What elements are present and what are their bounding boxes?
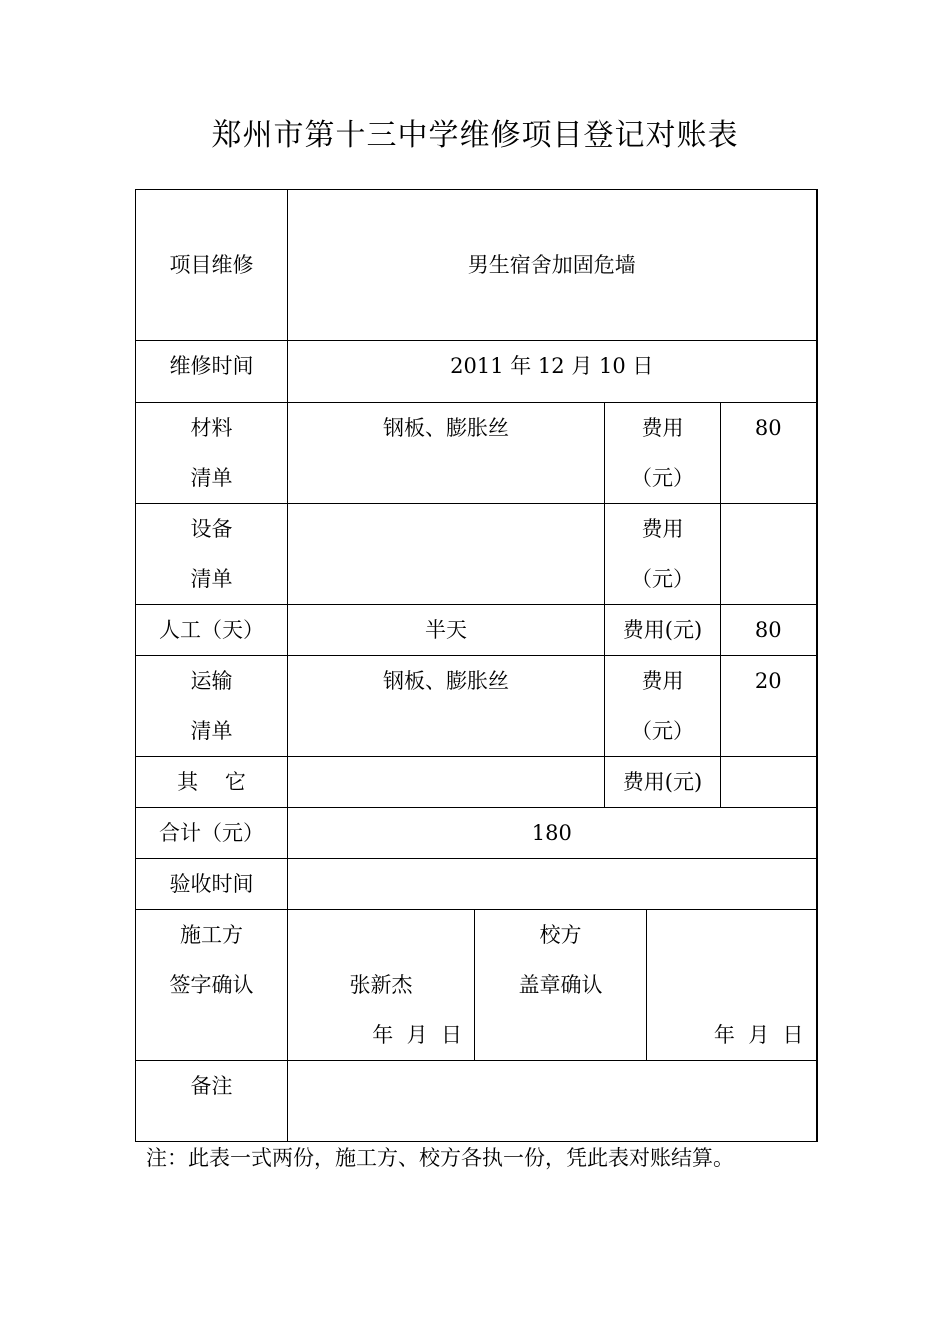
row-item	[136, 190, 817, 341]
transport-fee: 20	[721, 656, 817, 757]
contractor-signature	[288, 910, 475, 1061]
row-acceptance	[136, 859, 817, 910]
equipment-fee-label-1: 费用	[641, 517, 684, 541]
page-title: 郑州市第十三中学维修项目登记对账表	[211, 118, 739, 153]
contractor-label	[136, 910, 288, 1061]
row-other	[136, 757, 817, 808]
equipment-fee-label	[605, 504, 721, 605]
material-fee-label-2: （元）	[631, 466, 694, 490]
school-stamp	[647, 910, 817, 1061]
acceptance-value	[288, 859, 817, 910]
labor-fee: 80	[721, 605, 817, 656]
other-fee	[721, 757, 817, 808]
transport-fee-label	[605, 656, 721, 757]
labor-content: 半天	[288, 605, 605, 656]
transport-label	[136, 656, 288, 757]
row-time	[136, 341, 817, 403]
acceptance-label: 验收时间	[136, 859, 288, 910]
equipment-label-2: 清单	[190, 567, 233, 591]
contractor-date: 年 月 日	[372, 1023, 462, 1047]
total-label: 合计（元）	[136, 808, 288, 859]
item-label: 项目维修	[136, 190, 288, 341]
row-material	[136, 403, 817, 504]
material-fee-label-1: 费用	[641, 416, 684, 440]
row-labor	[136, 605, 817, 656]
transport-fee-label-1: 费用	[641, 669, 684, 693]
time-value: 2011 年 12 月 10 日	[288, 341, 817, 403]
row-total	[136, 808, 817, 859]
equipment-content	[288, 504, 605, 605]
row-signature	[136, 910, 817, 1061]
labor-fee-label: 费用(元)	[605, 605, 721, 656]
school-date: 年 月 日	[713, 1023, 804, 1047]
other-label: 其 它	[136, 757, 288, 808]
repair-form-table	[135, 189, 818, 1142]
item-value: 男生宿舍加固危墙	[288, 190, 817, 341]
material-label-1: 材料	[190, 416, 233, 440]
transport-fee-label-2: （元）	[631, 719, 694, 743]
footer-note: 注：此表一式两份，施工方、校方各执一份，凭此表对账结算。	[146, 1146, 734, 1170]
equipment-label	[136, 504, 288, 605]
material-content: 钢板、膨胀丝	[288, 403, 605, 504]
remark-label: 备注	[136, 1061, 288, 1142]
row-transport	[136, 656, 817, 757]
time-label: 维修时间	[136, 341, 288, 403]
material-fee: 80	[721, 403, 817, 504]
material-label	[136, 403, 288, 504]
transport-label-1: 运输	[190, 669, 233, 693]
school-label-1: 校方	[539, 923, 582, 947]
school-label	[475, 910, 647, 1061]
row-remark	[136, 1061, 817, 1142]
equipment-fee	[721, 504, 817, 605]
row-equipment	[136, 504, 817, 605]
equipment-fee-label-2: （元）	[631, 567, 694, 591]
remark-value	[288, 1061, 817, 1142]
labor-label: 人工（天）	[136, 605, 288, 656]
transport-content: 钢板、膨胀丝	[288, 656, 605, 757]
contractor-label-2: 签字确认	[169, 973, 254, 997]
transport-label-2: 清单	[190, 719, 233, 743]
school-label-2: 盖章确认	[518, 973, 603, 997]
contractor-label-1: 施工方	[180, 923, 243, 947]
total-value: 180	[288, 808, 817, 859]
material-label-2: 清单	[190, 466, 233, 490]
equipment-label-1: 设备	[190, 517, 233, 541]
other-fee-label: 费用(元)	[605, 757, 721, 808]
material-fee-label	[605, 403, 721, 504]
contractor-name: 张新杰	[349, 973, 413, 997]
other-content	[288, 757, 605, 808]
